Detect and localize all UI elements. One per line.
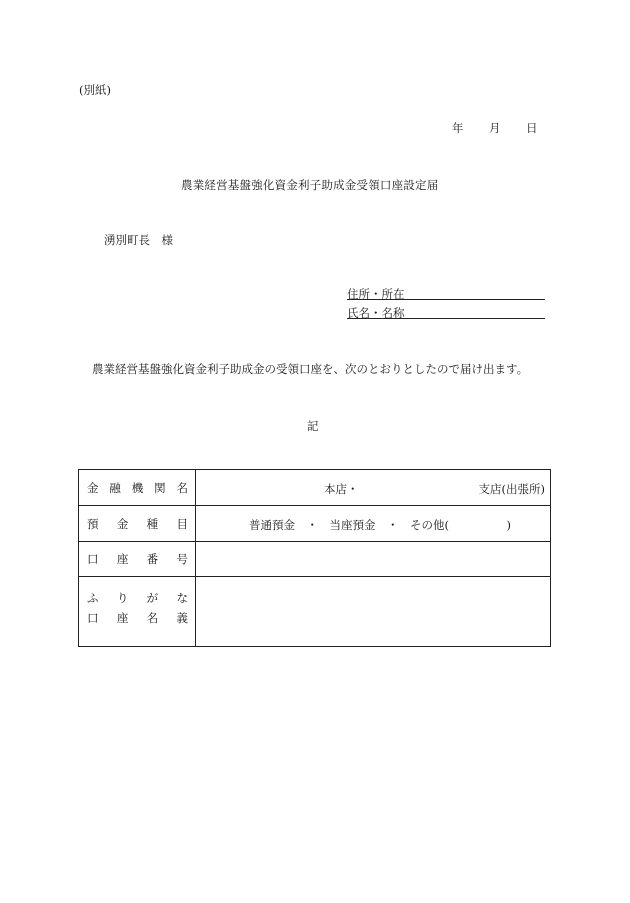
label-char: 名 [146, 610, 159, 625]
date-year: 年 [452, 121, 464, 135]
label-char: が [146, 590, 159, 605]
deposit-type-label [79, 516, 195, 532]
deposit-type-options: 普通預金 ・ 当座預金 ・ その他( ) [249, 518, 511, 532]
label-char: 目 [176, 516, 188, 531]
table-row-account-number [79, 542, 551, 577]
label-char: り [116, 590, 129, 605]
bank-label-cell [79, 470, 196, 506]
label-char: 号 [176, 552, 188, 566]
label-char: 金 [116, 516, 129, 531]
furigana-label [79, 590, 195, 606]
label-char: 口 [87, 610, 99, 625]
date-day: 日 [526, 121, 538, 135]
account-name-label-cell [79, 577, 196, 647]
deposit-type-value-cell[interactable] [196, 506, 551, 542]
ki-marker: 記 [307, 419, 319, 433]
address-line [347, 298, 545, 300]
date-month: 月 [489, 121, 501, 135]
account-number-label-cell [79, 542, 196, 577]
name-line [347, 317, 545, 319]
table-row-deposit-type [79, 506, 551, 542]
label-char: 関 [154, 480, 166, 495]
address-label: 住所・所在 [347, 287, 405, 301]
table-row-bank [79, 470, 551, 506]
document-title: 農業経営基盤強化資金利子助成金受領口座設定届 [181, 178, 439, 192]
label-char: な [176, 590, 188, 605]
name-label: 氏名・名称 [347, 306, 405, 320]
attachment-label: (別紙) [79, 83, 111, 97]
statement-text: 農業経営基盤強化資金利子助成金の受領口座を、次のとおりとしたので届け出ます。 [92, 362, 529, 376]
label-char: 種 [146, 516, 159, 531]
account-number-label [79, 551, 195, 567]
table-row-account-name [79, 577, 551, 647]
bank-value-cell[interactable] [196, 470, 551, 506]
label-char: 番 [146, 552, 159, 566]
label-char: 融 [109, 480, 121, 495]
label-char: 機 [131, 480, 144, 495]
deposit-type-label-cell [79, 506, 196, 542]
label-char: 金 [87, 480, 99, 495]
label-char: 座 [116, 610, 129, 625]
bank-head-office: 本店・ [324, 482, 359, 496]
account-number-value-cell[interactable] [196, 542, 551, 577]
label-char: 名 [176, 480, 188, 495]
label-char: 預 [87, 516, 99, 531]
label-char: 口 [87, 552, 99, 566]
account-form-table [78, 469, 551, 647]
bank-label [79, 480, 195, 496]
label-char: ふ [87, 590, 99, 605]
account-name-value-cell[interactable] [196, 577, 551, 647]
label-char: 座 [116, 552, 129, 566]
addressee: 湧別町長 様 [104, 233, 173, 247]
bank-branch: 支店(出張所) [478, 482, 545, 496]
account-name-label [79, 610, 195, 626]
label-char: 義 [176, 610, 188, 625]
